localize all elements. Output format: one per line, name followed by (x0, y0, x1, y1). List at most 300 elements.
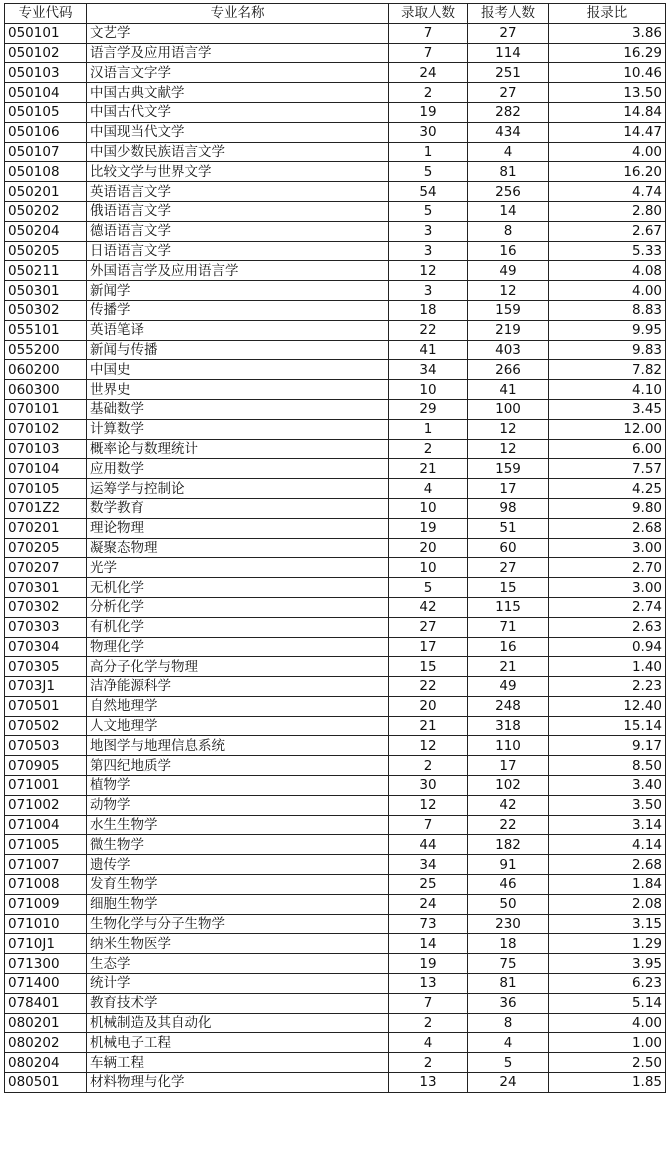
admitted-count-cell: 3 (389, 221, 468, 241)
ratio-cell: 2.70 (549, 558, 666, 578)
table-row (5, 1013, 666, 1033)
major-name-cell: 中国史 (87, 360, 389, 380)
major-name-cell: 第四纪地质学 (87, 756, 389, 776)
applicant-count-cell: 24 (468, 1073, 549, 1093)
applicant-count-cell: 27 (468, 83, 549, 103)
applicant-count-cell: 36 (468, 993, 549, 1013)
ratio-cell: 4.10 (549, 380, 666, 400)
ratio-cell: 4.00 (549, 1013, 666, 1033)
applicant-count-cell: 17 (468, 479, 549, 499)
major-code-cell: 071300 (5, 954, 87, 974)
admitted-count-cell: 10 (389, 558, 468, 578)
ratio-cell: 3.14 (549, 815, 666, 835)
major-name-cell: 文艺学 (87, 23, 389, 43)
admitted-count-cell: 22 (389, 320, 468, 340)
applicant-count-cell: 81 (468, 162, 549, 182)
major-name-cell: 物理化学 (87, 637, 389, 657)
ratio-cell: 3.00 (549, 538, 666, 558)
major-name-cell: 比较文学与世界文学 (87, 162, 389, 182)
admitted-count-cell: 17 (389, 637, 468, 657)
major-name-cell: 基础数学 (87, 399, 389, 419)
table-row (5, 597, 666, 617)
table-row (5, 934, 666, 954)
table-row (5, 241, 666, 261)
applicant-count-cell: 256 (468, 182, 549, 202)
ratio-cell: 2.80 (549, 201, 666, 221)
applicant-count-cell: 98 (468, 498, 549, 518)
admitted-count-cell: 4 (389, 1033, 468, 1053)
table-row (5, 1033, 666, 1053)
major-name-cell: 洁净能源科学 (87, 677, 389, 697)
applicant-count-cell: 22 (468, 815, 549, 835)
applicant-count-cell: 14 (468, 201, 549, 221)
major-code-cell: 050211 (5, 261, 87, 281)
table-row (5, 578, 666, 598)
admitted-count-cell: 54 (389, 182, 468, 202)
table-row (5, 102, 666, 122)
major-code-cell: 070501 (5, 696, 87, 716)
ratio-cell: 4.25 (549, 479, 666, 499)
applicant-count-cell: 12 (468, 281, 549, 301)
admitted-count-cell: 34 (389, 855, 468, 875)
admitted-count-cell: 5 (389, 162, 468, 182)
ratio-cell: 2.68 (549, 518, 666, 538)
applicant-count-cell: 16 (468, 241, 549, 261)
major-code-cell: 070905 (5, 756, 87, 776)
table-row (5, 23, 666, 43)
ratio-cell: 4.74 (549, 182, 666, 202)
admitted-count-cell: 25 (389, 875, 468, 895)
major-name-cell: 机械制造及其自动化 (87, 1013, 389, 1033)
applicant-count-cell: 230 (468, 914, 549, 934)
major-code-cell: 071400 (5, 974, 87, 994)
major-code-cell: 080201 (5, 1013, 87, 1033)
table-row (5, 320, 666, 340)
major-name-cell: 新闻与传播 (87, 340, 389, 360)
admitted-count-cell: 20 (389, 538, 468, 558)
ratio-cell: 3.15 (549, 914, 666, 934)
admitted-count-cell: 2 (389, 83, 468, 103)
major-name-cell: 分析化学 (87, 597, 389, 617)
table-row (5, 815, 666, 835)
admitted-count-cell: 21 (389, 459, 468, 479)
major-code-cell: 071007 (5, 855, 87, 875)
header-major-name: 专业名称 (87, 4, 389, 24)
table-row (5, 954, 666, 974)
applicant-count-cell: 4 (468, 142, 549, 162)
ratio-cell: 16.20 (549, 162, 666, 182)
major-name-cell: 生物化学与分子生物学 (87, 914, 389, 934)
applicant-count-cell: 318 (468, 716, 549, 736)
major-code-cell: 050108 (5, 162, 87, 182)
applicant-count-cell: 434 (468, 122, 549, 142)
admitted-count-cell: 18 (389, 300, 468, 320)
applicant-count-cell: 51 (468, 518, 549, 538)
table-row (5, 855, 666, 875)
ratio-cell: 2.63 (549, 617, 666, 637)
table-row (5, 558, 666, 578)
ratio-cell: 9.95 (549, 320, 666, 340)
major-name-cell: 统计学 (87, 974, 389, 994)
ratio-cell: 2.68 (549, 855, 666, 875)
major-name-cell: 俄语语言文学 (87, 201, 389, 221)
table-row (5, 221, 666, 241)
applicant-count-cell: 4 (468, 1033, 549, 1053)
major-code-cell: 080204 (5, 1053, 87, 1073)
major-code-cell: 070502 (5, 716, 87, 736)
admitted-count-cell: 13 (389, 1073, 468, 1093)
major-code-cell: 055101 (5, 320, 87, 340)
admitted-count-cell: 7 (389, 23, 468, 43)
ratio-cell: 9.83 (549, 340, 666, 360)
ratio-cell: 2.50 (549, 1053, 666, 1073)
table-row (5, 1053, 666, 1073)
ratio-cell: 9.80 (549, 498, 666, 518)
major-code-cell: 050102 (5, 43, 87, 63)
ratio-cell: 3.86 (549, 23, 666, 43)
admitted-count-cell: 24 (389, 894, 468, 914)
table-row (5, 716, 666, 736)
applicant-count-cell: 219 (468, 320, 549, 340)
admitted-count-cell: 3 (389, 241, 468, 261)
admitted-count-cell: 2 (389, 1053, 468, 1073)
major-name-cell: 凝聚态物理 (87, 538, 389, 558)
admitted-count-cell: 3 (389, 281, 468, 301)
major-code-cell: 050202 (5, 201, 87, 221)
applicant-count-cell: 159 (468, 300, 549, 320)
table-row (5, 479, 666, 499)
admitted-count-cell: 12 (389, 261, 468, 281)
admitted-count-cell: 34 (389, 360, 468, 380)
ratio-cell: 7.57 (549, 459, 666, 479)
admitted-count-cell: 7 (389, 993, 468, 1013)
table-row (5, 637, 666, 657)
applicant-count-cell: 46 (468, 875, 549, 895)
major-name-cell: 英语笔译 (87, 320, 389, 340)
ratio-cell: 16.29 (549, 43, 666, 63)
major-code-cell: 060200 (5, 360, 87, 380)
admitted-count-cell: 19 (389, 954, 468, 974)
ratio-cell: 8.50 (549, 756, 666, 776)
major-code-cell: 070303 (5, 617, 87, 637)
applicant-count-cell: 91 (468, 855, 549, 875)
ratio-cell: 1.29 (549, 934, 666, 954)
applicant-count-cell: 8 (468, 221, 549, 241)
major-name-cell: 理论物理 (87, 518, 389, 538)
table-row (5, 795, 666, 815)
admitted-count-cell: 73 (389, 914, 468, 934)
major-code-cell: 070102 (5, 419, 87, 439)
applicant-count-cell: 182 (468, 835, 549, 855)
table-row (5, 696, 666, 716)
admitted-count-cell: 41 (389, 340, 468, 360)
admitted-count-cell: 24 (389, 63, 468, 83)
major-name-cell: 光学 (87, 558, 389, 578)
header-applicant-count: 报考人数 (468, 4, 549, 24)
applicant-count-cell: 21 (468, 657, 549, 677)
admitted-count-cell: 13 (389, 974, 468, 994)
major-name-cell: 日语语言文学 (87, 241, 389, 261)
applicant-count-cell: 50 (468, 894, 549, 914)
ratio-cell: 0.94 (549, 637, 666, 657)
applicant-count-cell: 248 (468, 696, 549, 716)
table-row (5, 894, 666, 914)
ratio-cell: 10.46 (549, 63, 666, 83)
table-row (5, 162, 666, 182)
major-code-cell: 071008 (5, 875, 87, 895)
major-name-cell: 纳米生物医学 (87, 934, 389, 954)
major-name-cell: 人文地理学 (87, 716, 389, 736)
table-row (5, 736, 666, 756)
major-name-cell: 遗传学 (87, 855, 389, 875)
major-code-cell: 071005 (5, 835, 87, 855)
major-name-cell: 无机化学 (87, 578, 389, 598)
table-row (5, 122, 666, 142)
major-code-cell: 050201 (5, 182, 87, 202)
major-code-cell: 070503 (5, 736, 87, 756)
applicant-count-cell: 12 (468, 419, 549, 439)
major-code-cell: 050101 (5, 23, 87, 43)
table-row (5, 914, 666, 934)
table-row (5, 776, 666, 796)
applicant-count-cell: 71 (468, 617, 549, 637)
major-code-cell: 050103 (5, 63, 87, 83)
major-name-cell: 教育技术学 (87, 993, 389, 1013)
applicant-count-cell: 100 (468, 399, 549, 419)
major-name-cell: 运筹学与控制论 (87, 479, 389, 499)
major-code-cell: 070105 (5, 479, 87, 499)
header-ratio: 报录比 (549, 4, 666, 24)
ratio-cell: 14.47 (549, 122, 666, 142)
applicant-count-cell: 114 (468, 43, 549, 63)
applicant-count-cell: 41 (468, 380, 549, 400)
table-row (5, 677, 666, 697)
admitted-count-cell: 2 (389, 439, 468, 459)
major-code-cell: 050105 (5, 102, 87, 122)
major-name-cell: 水生生物学 (87, 815, 389, 835)
ratio-cell: 4.00 (549, 281, 666, 301)
ratio-cell: 14.84 (549, 102, 666, 122)
table-row (5, 498, 666, 518)
major-name-cell: 计算数学 (87, 419, 389, 439)
ratio-cell: 2.67 (549, 221, 666, 241)
major-code-cell: 050301 (5, 281, 87, 301)
applicant-count-cell: 266 (468, 360, 549, 380)
ratio-cell: 4.14 (549, 835, 666, 855)
table-row (5, 459, 666, 479)
table-row (5, 439, 666, 459)
admitted-count-cell: 20 (389, 696, 468, 716)
major-name-cell: 英语语言文学 (87, 182, 389, 202)
table-row (5, 340, 666, 360)
ratio-cell: 3.95 (549, 954, 666, 974)
major-name-cell: 自然地理学 (87, 696, 389, 716)
major-code-cell: 071004 (5, 815, 87, 835)
major-name-cell: 概率论与数理统计 (87, 439, 389, 459)
table-row (5, 538, 666, 558)
major-code-cell: 050204 (5, 221, 87, 241)
applicant-count-cell: 403 (468, 340, 549, 360)
major-code-cell: 078401 (5, 993, 87, 1013)
major-code-cell: 080202 (5, 1033, 87, 1053)
major-name-cell: 生态学 (87, 954, 389, 974)
major-name-cell: 发育生物学 (87, 875, 389, 895)
ratio-cell: 3.40 (549, 776, 666, 796)
admitted-count-cell: 10 (389, 380, 468, 400)
major-code-cell: 070302 (5, 597, 87, 617)
ratio-cell: 1.84 (549, 875, 666, 895)
admitted-count-cell: 1 (389, 142, 468, 162)
major-code-cell: 071001 (5, 776, 87, 796)
table-row (5, 380, 666, 400)
applicant-count-cell: 159 (468, 459, 549, 479)
table-row (5, 281, 666, 301)
applicant-count-cell: 27 (468, 558, 549, 578)
table-row (5, 201, 666, 221)
major-name-cell: 材料物理与化学 (87, 1073, 389, 1093)
ratio-cell: 12.40 (549, 696, 666, 716)
major-name-cell: 中国古代文学 (87, 102, 389, 122)
major-code-cell: 070201 (5, 518, 87, 538)
admitted-count-cell: 10 (389, 498, 468, 518)
admitted-count-cell: 19 (389, 518, 468, 538)
admitted-count-cell: 15 (389, 657, 468, 677)
major-name-cell: 有机化学 (87, 617, 389, 637)
major-name-cell: 高分子化学与物理 (87, 657, 389, 677)
major-name-cell: 传播学 (87, 300, 389, 320)
major-name-cell: 细胞生物学 (87, 894, 389, 914)
ratio-cell: 4.00 (549, 142, 666, 162)
table-row (5, 518, 666, 538)
major-code-cell: 070104 (5, 459, 87, 479)
header-admitted-count: 录取人数 (389, 4, 468, 24)
ratio-cell: 1.00 (549, 1033, 666, 1053)
admitted-count-cell: 5 (389, 201, 468, 221)
applicant-count-cell: 251 (468, 63, 549, 83)
admitted-count-cell: 44 (389, 835, 468, 855)
major-name-cell: 地图学与地理信息系统 (87, 736, 389, 756)
ratio-cell: 13.50 (549, 83, 666, 103)
applicant-count-cell: 110 (468, 736, 549, 756)
major-code-cell: 071009 (5, 894, 87, 914)
admitted-count-cell: 2 (389, 756, 468, 776)
admitted-count-cell: 14 (389, 934, 468, 954)
table-row (5, 83, 666, 103)
admission-ratio-table (4, 3, 666, 1093)
major-name-cell: 德语语言文学 (87, 221, 389, 241)
admitted-count-cell: 7 (389, 43, 468, 63)
major-code-cell: 070304 (5, 637, 87, 657)
ratio-cell: 3.45 (549, 399, 666, 419)
major-code-cell: 0703J1 (5, 677, 87, 697)
ratio-cell: 9.17 (549, 736, 666, 756)
admitted-count-cell: 1 (389, 419, 468, 439)
admitted-count-cell: 19 (389, 102, 468, 122)
table-row (5, 875, 666, 895)
major-code-cell: 050104 (5, 83, 87, 103)
major-code-cell: 070101 (5, 399, 87, 419)
major-name-cell: 机械电子工程 (87, 1033, 389, 1053)
applicant-count-cell: 17 (468, 756, 549, 776)
major-name-cell: 汉语言文字学 (87, 63, 389, 83)
ratio-cell: 8.83 (549, 300, 666, 320)
admitted-count-cell: 42 (389, 597, 468, 617)
major-name-cell: 微生物学 (87, 835, 389, 855)
table-body (5, 23, 666, 1092)
major-code-cell: 080501 (5, 1073, 87, 1093)
table-row (5, 399, 666, 419)
applicant-count-cell: 75 (468, 954, 549, 974)
major-code-cell: 070301 (5, 578, 87, 598)
table-row (5, 419, 666, 439)
applicant-count-cell: 49 (468, 677, 549, 697)
ratio-cell: 5.14 (549, 993, 666, 1013)
major-code-cell: 070205 (5, 538, 87, 558)
applicant-count-cell: 5 (468, 1053, 549, 1073)
major-code-cell: 050106 (5, 122, 87, 142)
admitted-count-cell: 30 (389, 122, 468, 142)
applicant-count-cell: 27 (468, 23, 549, 43)
major-code-cell: 050205 (5, 241, 87, 261)
applicant-count-cell: 18 (468, 934, 549, 954)
table-row (5, 182, 666, 202)
table-row (5, 993, 666, 1013)
admitted-count-cell: 30 (389, 776, 468, 796)
ratio-cell: 4.08 (549, 261, 666, 281)
major-name-cell: 动物学 (87, 795, 389, 815)
major-code-cell: 070305 (5, 657, 87, 677)
applicant-count-cell: 49 (468, 261, 549, 281)
ratio-cell: 7.82 (549, 360, 666, 380)
ratio-cell: 2.23 (549, 677, 666, 697)
major-name-cell: 中国古典文献学 (87, 83, 389, 103)
major-name-cell: 植物学 (87, 776, 389, 796)
major-code-cell: 055200 (5, 340, 87, 360)
major-name-cell: 外国语言学及应用语言学 (87, 261, 389, 281)
table-row (5, 261, 666, 281)
admitted-count-cell: 7 (389, 815, 468, 835)
major-name-cell: 数学教育 (87, 498, 389, 518)
major-name-cell: 语言学及应用语言学 (87, 43, 389, 63)
applicant-count-cell: 16 (468, 637, 549, 657)
major-code-cell: 0710J1 (5, 934, 87, 954)
major-code-cell: 071010 (5, 914, 87, 934)
table-row (5, 835, 666, 855)
table-row (5, 974, 666, 994)
admitted-count-cell: 5 (389, 578, 468, 598)
table-row (5, 360, 666, 380)
applicant-count-cell: 42 (468, 795, 549, 815)
admitted-count-cell: 12 (389, 736, 468, 756)
table-row (5, 1073, 666, 1093)
table-row (5, 43, 666, 63)
applicant-count-cell: 102 (468, 776, 549, 796)
major-name-cell: 新闻学 (87, 281, 389, 301)
table-header-row (5, 4, 666, 24)
admitted-count-cell: 27 (389, 617, 468, 637)
ratio-cell: 15.14 (549, 716, 666, 736)
applicant-count-cell: 8 (468, 1013, 549, 1033)
major-name-cell: 世界史 (87, 380, 389, 400)
applicant-count-cell: 60 (468, 538, 549, 558)
table-row (5, 756, 666, 776)
major-name-cell: 车辆工程 (87, 1053, 389, 1073)
ratio-cell: 2.74 (549, 597, 666, 617)
major-name-cell: 中国现当代文学 (87, 122, 389, 142)
table-row (5, 63, 666, 83)
ratio-cell: 2.08 (549, 894, 666, 914)
admitted-count-cell: 29 (389, 399, 468, 419)
